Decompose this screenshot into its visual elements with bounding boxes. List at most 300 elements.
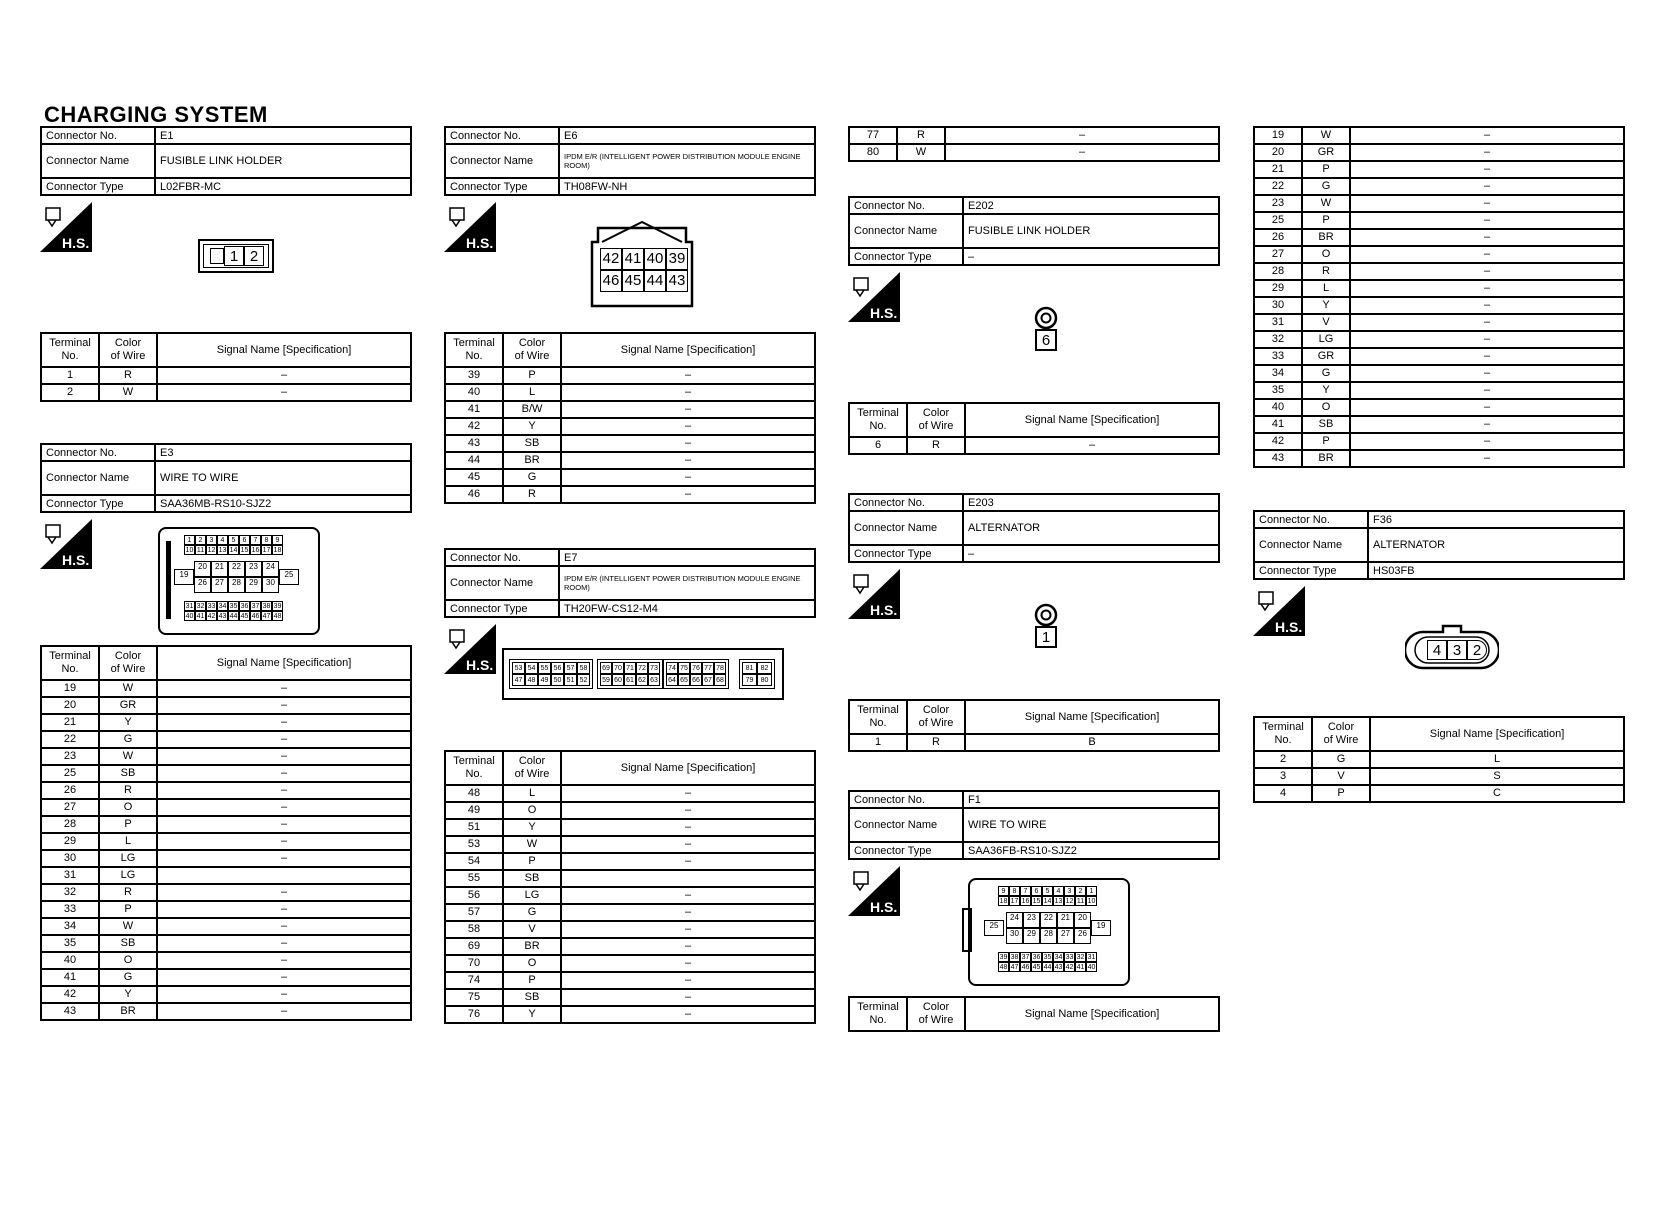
connector-e3	[40, 443, 412, 1021]
wire-color: P	[1312, 785, 1370, 802]
pin: 6	[239, 535, 250, 545]
connector-name-value: FUSIBLE LINK HOLDER	[963, 214, 1219, 248]
terminal-no: 25	[1254, 212, 1302, 229]
table-row	[445, 955, 815, 972]
label-connector-no: Connector No.	[41, 127, 155, 144]
label-connector-type: Connector Type	[41, 178, 155, 195]
pin: 47	[1010, 964, 1019, 971]
table-row	[1254, 297, 1624, 314]
terminal-no: 27	[41, 799, 99, 816]
table-row	[1254, 280, 1624, 297]
label-connector-name: Connector Name	[1254, 528, 1368, 562]
terminal-no: 31	[1254, 314, 1302, 331]
pin: 31	[1087, 954, 1096, 961]
pin: 16	[1021, 898, 1030, 905]
harness-side-icon	[444, 624, 496, 674]
wire-color: V	[1312, 768, 1370, 785]
terminal-no: 30	[41, 850, 99, 867]
table-row	[445, 401, 815, 418]
pin: 33	[1065, 954, 1074, 961]
pin: 42	[600, 248, 622, 270]
pin: 48	[999, 964, 1008, 971]
pin: 78	[714, 662, 726, 674]
pin: 2	[1467, 640, 1487, 660]
table-row	[41, 782, 411, 799]
harness-side-icon	[848, 272, 900, 322]
wire-color: L	[1302, 280, 1350, 297]
pin: 27	[211, 577, 228, 593]
signal-name: –	[1350, 246, 1624, 263]
header-signal: Signal Name [Specification]	[965, 700, 1219, 734]
pin: 64	[666, 674, 678, 686]
terminal-no: 21	[41, 714, 99, 731]
pin: 67	[702, 674, 714, 686]
svg-text:H.S.: H.S.	[466, 235, 494, 251]
wire-color: SB	[99, 765, 157, 782]
terminal-no: 45	[445, 469, 503, 486]
terminal-no: 53	[445, 836, 503, 853]
pin: 65	[678, 674, 690, 686]
connector-info-table	[444, 548, 816, 618]
pin: 24	[1006, 912, 1023, 928]
table-row	[1254, 229, 1624, 246]
wire-color: GR	[99, 697, 157, 714]
signal-name	[561, 870, 815, 887]
pin: 26	[1074, 928, 1091, 944]
pin-table	[40, 332, 412, 402]
pin-block	[663, 659, 729, 689]
terminal-no: 42	[1254, 433, 1302, 450]
terminal-no: 20	[1254, 144, 1302, 161]
signal-name: –	[1350, 348, 1624, 365]
wire-color: L	[503, 384, 561, 401]
pin: 81	[742, 662, 757, 674]
wire-color: LG	[99, 850, 157, 867]
pin-table	[848, 996, 1220, 1032]
terminal-no: 32	[41, 884, 99, 901]
connector-name-value: WIRE TO WIRE	[155, 461, 411, 495]
signal-name: –	[1350, 314, 1624, 331]
table-row	[1254, 348, 1624, 365]
terminal-no: 29	[1254, 280, 1302, 297]
pin: 41	[622, 248, 644, 270]
header-color: Color of Wire	[99, 333, 157, 367]
table-row	[1254, 399, 1624, 416]
signal-name: –	[1350, 280, 1624, 297]
table-row	[41, 765, 411, 782]
signal-name: –	[157, 935, 411, 952]
terminal-no: 26	[41, 782, 99, 799]
wire-color: P	[99, 901, 157, 918]
header-signal: Signal Name [Specification]	[965, 403, 1219, 437]
signal-name: –	[561, 418, 815, 435]
wire-color: W	[503, 836, 561, 853]
wire-color: R	[907, 734, 965, 751]
pin-table	[848, 699, 1220, 752]
connector-no-value: E3	[155, 444, 411, 461]
signal-name: –	[561, 785, 815, 802]
pin: 44	[644, 270, 666, 292]
table-row	[41, 799, 411, 816]
terminal-no: 39	[445, 367, 503, 384]
wire-color: SB	[503, 870, 561, 887]
wire-color: P	[1302, 161, 1350, 178]
table-row	[41, 816, 411, 833]
terminal-no: 70	[445, 955, 503, 972]
connector-e6	[444, 126, 816, 504]
table-row	[1254, 450, 1624, 467]
signal-name: –	[157, 833, 411, 850]
signal-name: –	[1350, 433, 1624, 450]
terminal-no: 19	[1254, 127, 1302, 144]
pin: 15	[240, 547, 249, 554]
signal-name: –	[1350, 127, 1624, 144]
terminal-no: 30	[1254, 297, 1302, 314]
table-row	[1254, 785, 1624, 802]
connector-type-value: L02FBR-MC	[155, 178, 411, 195]
svg-text:H.S.: H.S.	[62, 552, 90, 568]
label-connector-no: Connector No.	[849, 494, 963, 511]
terminal-no: 34	[1254, 365, 1302, 382]
terminal-no: 76	[445, 1006, 503, 1023]
signal-name: –	[561, 802, 815, 819]
connector-info-table	[848, 493, 1220, 563]
signal-name: –	[561, 486, 815, 503]
table-row	[41, 748, 411, 765]
pin: 27	[1057, 928, 1074, 944]
signal-name: –	[1350, 399, 1624, 416]
wire-color: BR	[503, 938, 561, 955]
pin: 19	[174, 569, 194, 585]
signal-name: –	[561, 938, 815, 955]
terminal-no: 41	[41, 969, 99, 986]
pin: 44	[229, 613, 238, 620]
connector-type-value: –	[963, 545, 1219, 562]
wire-color: G	[503, 469, 561, 486]
label-connector-type: Connector Type	[41, 495, 155, 512]
signal-name: –	[561, 972, 815, 989]
pin: 46	[600, 270, 622, 292]
pin: 52	[577, 674, 590, 686]
connector-face-e1	[198, 239, 274, 273]
label-connector-no: Connector No.	[849, 791, 963, 808]
table-row	[41, 833, 411, 850]
terminal-no: 31	[41, 867, 99, 884]
pin: 18	[999, 898, 1008, 905]
header-signal: Signal Name [Specification]	[965, 997, 1219, 1031]
signal-name: –	[157, 1003, 411, 1020]
wire-color: R	[99, 884, 157, 901]
table-row	[41, 935, 411, 952]
table-row	[445, 802, 815, 819]
terminal-no: 35	[41, 935, 99, 952]
terminal-no: 57	[445, 904, 503, 921]
pin: 18	[273, 547, 282, 554]
pin: 6	[1031, 886, 1042, 896]
table-row	[1254, 365, 1624, 382]
wire-color: P	[99, 816, 157, 833]
signal-name	[157, 867, 411, 884]
pin: 36	[1032, 954, 1041, 961]
terminal-no: 29	[41, 833, 99, 850]
header-terminal: Terminal No.	[445, 751, 503, 785]
pin: 3	[1064, 886, 1075, 896]
table-row	[1254, 212, 1624, 229]
connector-name-value: FUSIBLE LINK HOLDER	[155, 144, 411, 178]
signal-name: –	[157, 748, 411, 765]
wire-color: Y	[1302, 297, 1350, 314]
table-row	[445, 435, 815, 452]
wire-color: O	[99, 952, 157, 969]
connector-type-value: SAA36FB-RS10-SJZ2	[963, 842, 1219, 859]
pin: 30	[1006, 928, 1023, 944]
pin: 82	[757, 662, 772, 674]
pin: 32	[1076, 954, 1085, 961]
table-row	[445, 418, 815, 435]
table-row	[445, 989, 815, 1006]
lock-bar	[962, 908, 972, 952]
connector-info-table	[444, 126, 816, 196]
connector-info-table	[1253, 510, 1625, 580]
pin: 41	[1076, 964, 1085, 971]
signal-name: –	[965, 437, 1219, 454]
pin: 24	[262, 561, 279, 577]
signal-name: –	[561, 921, 815, 938]
label-connector-name: Connector Name	[41, 461, 155, 495]
pin: 3	[1447, 640, 1467, 660]
pin: 38	[262, 603, 271, 610]
signal-name: –	[1350, 195, 1624, 212]
wire-color: Y	[99, 714, 157, 731]
wire-color: O	[99, 799, 157, 816]
wire-color: W	[99, 918, 157, 935]
wire-color: B/W	[503, 401, 561, 418]
signal-name: –	[1350, 212, 1624, 229]
pin: 23	[245, 561, 262, 577]
wire-color: R	[897, 127, 945, 144]
header-color: Color of Wire	[907, 403, 965, 437]
signal-name: –	[157, 714, 411, 731]
table-row	[849, 144, 1219, 161]
connector-diagram	[444, 196, 816, 332]
connector-no-value: E1	[155, 127, 411, 144]
wire-color: R	[907, 437, 965, 454]
signal-name: –	[561, 836, 815, 853]
header-terminal: Terminal No.	[41, 646, 99, 680]
terminal-no: 3	[1254, 768, 1312, 785]
wire-color: G	[1302, 178, 1350, 195]
pin-block	[597, 659, 663, 689]
terminal-no: 26	[1254, 229, 1302, 246]
pin: 50	[551, 674, 564, 686]
pin: 60	[612, 674, 624, 686]
wire-color: W	[99, 680, 157, 697]
terminal-no: 40	[1254, 399, 1302, 416]
table-row	[445, 384, 815, 401]
table-row	[41, 918, 411, 935]
connector-name-value: ALTERNATOR	[963, 511, 1219, 545]
pin: 32	[196, 603, 205, 610]
wire-color: V	[1302, 314, 1350, 331]
svg-text:H.S.: H.S.	[870, 602, 898, 618]
label-connector-no: Connector No.	[445, 127, 559, 144]
connector-name-value: ALTERNATOR	[1368, 528, 1624, 562]
pin-2: 2	[244, 246, 264, 266]
terminal-no: 58	[445, 921, 503, 938]
terminal-no: 44	[445, 452, 503, 469]
signal-name: –	[945, 127, 1219, 144]
terminal-no: 23	[41, 748, 99, 765]
pin-table-continued	[1253, 126, 1625, 468]
table-row	[41, 986, 411, 1003]
header-signal: Signal Name [Specification]	[561, 333, 815, 367]
table-row	[445, 836, 815, 853]
pin: 7	[1020, 886, 1031, 896]
table-row: 1 R –	[41, 367, 411, 384]
terminal-no: 48	[445, 785, 503, 802]
wire-color: GR	[1302, 144, 1350, 161]
signal-name: –	[1350, 416, 1624, 433]
header-signal: Signal Name [Specification]	[157, 646, 411, 680]
table-row	[1254, 263, 1624, 280]
pin: 7	[250, 535, 261, 545]
connector-face-e3	[158, 527, 320, 635]
connector-no-value: E202	[963, 197, 1219, 214]
wire-color: BR	[503, 452, 561, 469]
pin: 34	[218, 603, 227, 610]
connector-info-table	[848, 196, 1220, 266]
pin: 11	[1076, 898, 1085, 905]
terminal-no: 56	[445, 887, 503, 904]
label-connector-no: Connector No.	[1254, 511, 1368, 528]
pin: 66	[690, 674, 702, 686]
pin: 16	[251, 547, 260, 554]
table-row	[41, 901, 411, 918]
pin: 77	[702, 662, 714, 674]
pin: 37	[251, 603, 260, 610]
pin: 48	[525, 674, 538, 686]
connector-face-e202	[1032, 306, 1060, 356]
table-row	[1254, 127, 1624, 144]
pin: 29	[245, 577, 262, 593]
label-connector-type: Connector Type	[445, 178, 559, 195]
terminal-no: 22	[41, 731, 99, 748]
pin: 29	[1023, 928, 1040, 944]
pin: 23	[1023, 912, 1040, 928]
connector-type-value: SAA36MB-RS10-SJZ2	[155, 495, 411, 512]
table-row	[445, 972, 815, 989]
pin: 22	[1040, 912, 1057, 928]
pin: 8	[1009, 886, 1020, 896]
terminal-no: 6	[849, 437, 907, 454]
pin: 46	[1021, 964, 1030, 971]
terminal-no: 51	[445, 819, 503, 836]
harness-side-icon	[1253, 586, 1305, 636]
signal-name: –	[157, 969, 411, 986]
signal-name: –	[561, 853, 815, 870]
label-connector-no: Connector No.	[445, 549, 559, 566]
signal-name: –	[945, 144, 1219, 161]
table-row	[445, 486, 815, 503]
pin: 43	[1054, 964, 1063, 971]
table-row	[1254, 382, 1624, 399]
pin: 2	[1075, 886, 1086, 896]
pin: 21	[211, 561, 228, 577]
header-terminal: Terminal No.	[849, 403, 907, 437]
header-signal: Signal Name [Specification]	[561, 751, 815, 785]
signal-name: –	[561, 435, 815, 452]
svg-text:H.S.: H.S.	[1275, 619, 1303, 635]
signal-name: –	[1350, 382, 1624, 399]
wire-color: P	[503, 367, 561, 384]
wire-color: Y	[99, 986, 157, 1003]
wire-color: Y	[503, 819, 561, 836]
pin-table	[444, 332, 816, 504]
label-connector-name: Connector Name	[445, 144, 559, 178]
signal-name: –	[157, 731, 411, 748]
table-row	[1254, 161, 1624, 178]
terminal-no: 41	[445, 401, 503, 418]
pin: 47	[512, 674, 525, 686]
pin: 13	[218, 547, 227, 554]
pin: 39	[999, 954, 1008, 961]
connector-name-value: IPDM E/R (INTELLIGENT POWER DISTRIBUTION MODULE ENGINE ROOM)	[559, 144, 815, 178]
pin: 20	[1074, 912, 1091, 928]
pin: 51	[564, 674, 577, 686]
connector-diagram	[444, 618, 816, 750]
pin-block	[739, 659, 775, 689]
pin: 42	[1065, 964, 1074, 971]
pin: 79	[742, 674, 757, 686]
table-row	[1254, 768, 1624, 785]
terminal-no: 21	[1254, 161, 1302, 178]
wire-color: O	[503, 955, 561, 972]
label-connector-type: Connector Type	[445, 600, 559, 617]
pin: 28	[228, 577, 245, 593]
terminal-no: 2	[1254, 751, 1312, 768]
header-terminal: Terminal No.	[41, 333, 99, 367]
pin: 35	[229, 603, 238, 610]
terminal-no: 77	[849, 127, 897, 144]
pin-1: 1	[224, 246, 244, 266]
signal-name: –	[157, 765, 411, 782]
table-row	[445, 469, 815, 486]
wire-color: O	[1302, 399, 1350, 416]
header-signal: Signal Name [Specification]	[157, 333, 411, 367]
svg-text:H.S.: H.S.	[870, 899, 898, 915]
harness-side-icon	[848, 569, 900, 619]
terminal-no: 46	[445, 486, 503, 503]
pin: 35	[1043, 954, 1052, 961]
terminal-no: 22	[1254, 178, 1302, 195]
signal-name: B	[965, 734, 1219, 751]
table-row	[41, 731, 411, 748]
signal-name: –	[561, 469, 815, 486]
terminal-no: 43	[41, 1003, 99, 1020]
terminal-no: 28	[41, 816, 99, 833]
signal-name: –	[157, 884, 411, 901]
pin: 48	[273, 613, 282, 620]
table-row	[1254, 178, 1624, 195]
connector-e203	[848, 493, 1220, 752]
harness-side-icon	[40, 202, 92, 252]
harness-side-icon	[848, 866, 900, 916]
wire-color: BR	[99, 1003, 157, 1020]
connector-e202	[848, 196, 1220, 455]
terminal-no: 42	[41, 986, 99, 1003]
table-row	[445, 819, 815, 836]
wire-color: O	[503, 802, 561, 819]
